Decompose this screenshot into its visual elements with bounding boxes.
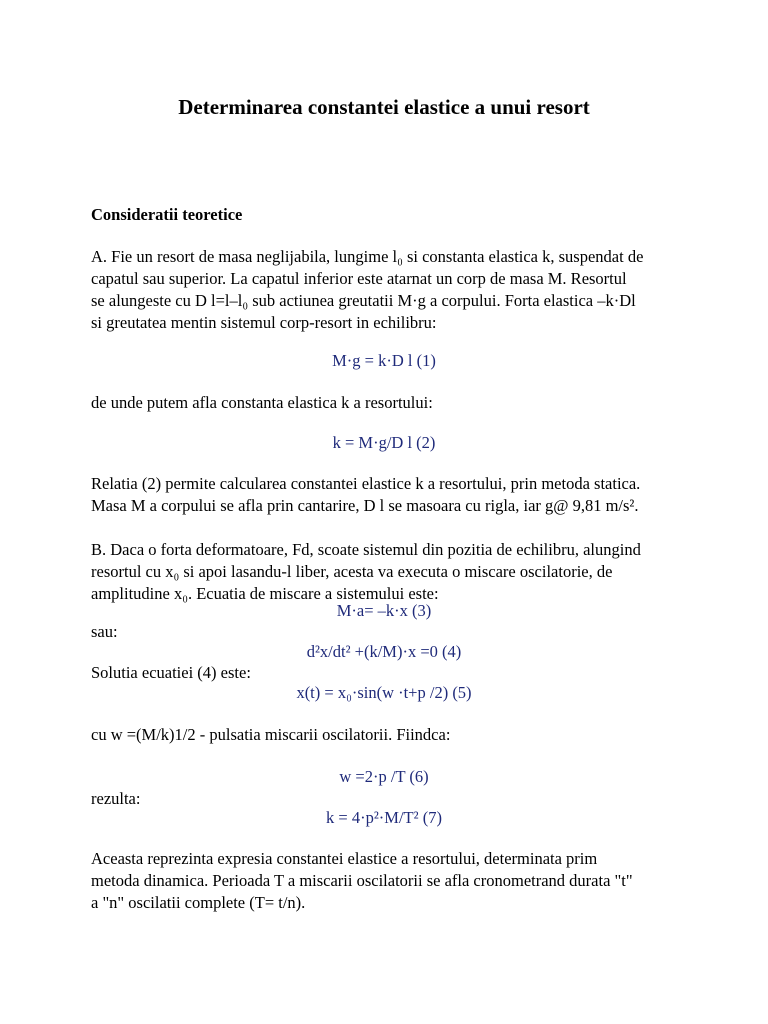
part-a-line-4: si greutatea mentin sistemul corp-resort in echilibru: [91,313,437,332]
paragraph-part-b [91,539,691,605]
paragraph-part-a [91,246,691,334]
section-heading: Consideratii teoretice [91,205,243,224]
equation-5: x(t) = x₀·sin(w ·t+p /2) (5) [296,683,472,702]
equation-2: k = M·g/D l (2) [332,433,436,452]
paragraph-conclusion [91,848,691,914]
equation-4: d²x/dt² +(k/M)·x =0 (4) [306,642,462,661]
conclusion-line-3: a "n" oscilatii complete (T= t/n). [91,893,306,912]
paragraph-sau [91,621,691,643]
equation-7: k = 4·p²·M/T² (7) [326,808,442,827]
document-title: Determinarea constantei elastice a unui resort [178,95,590,119]
rezulta-label: rezulta: [91,789,141,808]
part-a-line-1: A. Fie un resort de masa neglijabila, lungime l₀ si constanta elastica k, suspendat de [91,247,644,266]
conclusion-line-1: Aceasta reprezinta expresia constantei elastice a resortului, determinata prim [91,849,598,868]
conclusion-line-2: metoda dinamica. Perioada T a miscarii oscilatorii se afla cronometrand durata "t" [91,871,633,890]
paragraph-text-after-eq1 [91,392,691,414]
equation-6: w =2·p /T (6) [339,767,429,786]
part-b-line-2: resortul cu x₀ si apoi lasandu-l liber, acesta va executa o miscare oscilatorie, de [91,562,613,581]
paragraph-solutia [91,662,691,684]
text-after-eq1: de unde putem afla constanta elastica k a resortului: [91,393,433,412]
sau-label: sau: [91,622,118,641]
paragraph-relatia [91,473,691,517]
part-a-line-2: capatul sau superior. La capatul inferior este atarnat un corp de masa M. Resortul [91,269,627,288]
paragraph-cu-w [91,724,691,746]
solutia-label: Solutia ecuatiei (4) este: [91,663,251,682]
part-b-line-3: amplitudine x₀. Ecuatia de miscare a sistemului este: [91,584,439,603]
equation-1: M·g = k·D l (1) [332,351,436,370]
relatia-line-1: Relatia (2) permite calcularea constantei elastice k a resortului, prin metoda statica. [91,474,641,493]
cu-w-text: cu w =(M/k)1/2 - pulsatia miscarii oscilatorii. Fiindca: [91,725,451,744]
relatia-line-2: Masa M a corpului se afla prin cantarire, D l se masoara cu rigla, iar g@ 9,81 m/s². [91,496,639,515]
part-b-line-1: B. Daca o forta deformatoare, Fd, scoate sistemul din pozitia de echilibru, alungind [91,540,641,559]
part-a-line-3: se alungeste cu D l=l–l₀ sub actiunea greutatii M·g a corpului. Forta elastica –k·Dl [91,291,636,310]
equation-3: M·a= –k·x (3) [336,601,432,620]
